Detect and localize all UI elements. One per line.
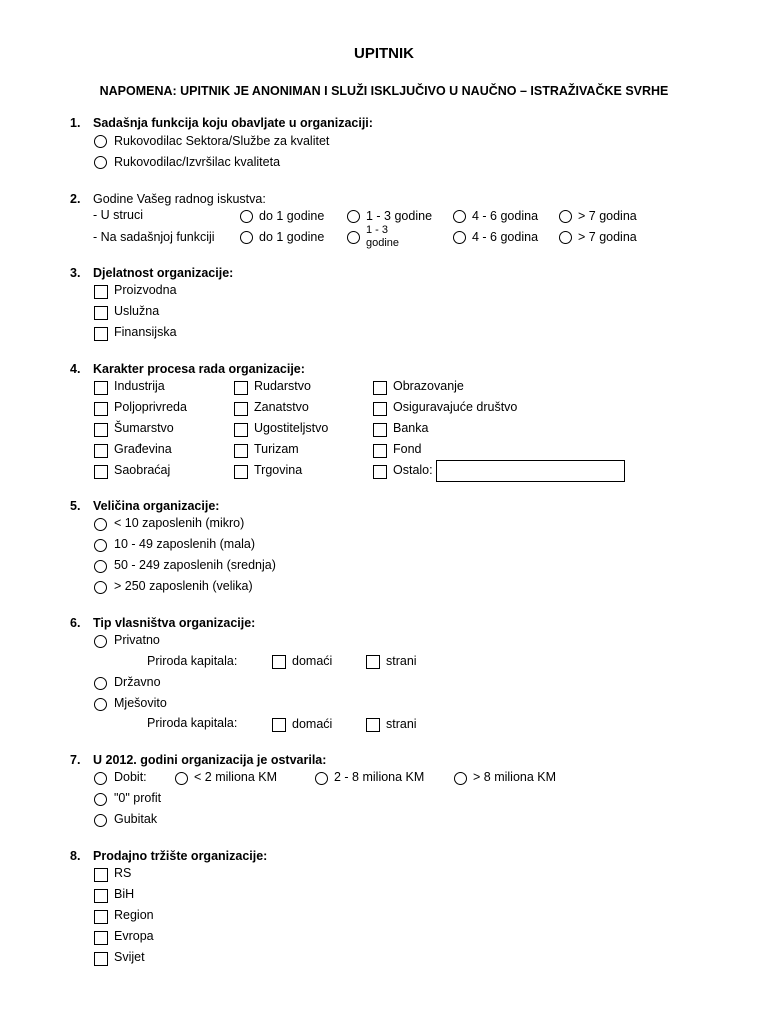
q1-option-2-radio[interactable] — [94, 156, 107, 169]
q4-col2-option-2-label: Zanatstvo — [254, 400, 309, 414]
q4-col2-option-5-label: Trgovina — [254, 463, 303, 477]
q5-option-4-radio[interactable] — [94, 581, 107, 594]
q3-option-3-label: Finansijska — [114, 325, 177, 339]
q7-zero-profit-label: "0" profit — [114, 791, 162, 805]
q7-number: 7. — [70, 753, 81, 767]
q7-profit-label: Dobit: — [114, 770, 147, 784]
q6-state-label: Državno — [114, 675, 161, 689]
q1-option-2-label: Rukovodilac/Izvršilac kvaliteta — [114, 155, 281, 169]
q3-option-1-label: Proizvodna — [114, 283, 177, 297]
q4-col1-option-1-label: Industrija — [114, 379, 165, 393]
q4-col2-option-4-checkbox[interactable] — [234, 444, 248, 458]
q5-question: Veličina organizacije: — [93, 499, 220, 513]
q2-row2-option-4-radio[interactable] — [559, 231, 572, 244]
q6-mixed-domestic-checkbox[interactable] — [272, 718, 286, 732]
q4-col1-option-4-checkbox[interactable] — [94, 444, 108, 458]
q6-private-domestic-label: domaći — [292, 654, 333, 668]
q3-option-1-checkbox[interactable] — [94, 285, 108, 299]
q2-row1-option-3-radio[interactable] — [453, 210, 466, 223]
q4-col3-option-1-checkbox[interactable] — [373, 381, 387, 395]
q4-col2-option-4-label: Turizam — [254, 442, 299, 456]
q6-question: Tip vlasništva organizacije: — [93, 616, 256, 630]
q3-option-3-checkbox[interactable] — [94, 327, 108, 341]
q2-row2-option-4-label: > 7 godina — [578, 230, 637, 244]
q8-option-1-label: RS — [114, 866, 132, 880]
q6-mixed-radio[interactable] — [94, 698, 107, 711]
q3-question: Djelatnost organizacije: — [93, 266, 234, 280]
q2-row1-option-2-radio[interactable] — [347, 210, 360, 223]
q2-row2-label: - Na sadašnjoj funkciji — [93, 230, 215, 244]
q1-number: 1. — [70, 116, 81, 130]
q7-profit-option-3-radio[interactable] — [454, 772, 467, 785]
q7-profit-option-1-label: < 2 miliona KM — [194, 770, 278, 784]
q2-row1-label: - U struci — [93, 208, 143, 222]
q2-row1-option-4-label: > 7 godina — [578, 209, 637, 223]
q7-profit-option-1-radio[interactable] — [175, 772, 188, 785]
q4-col2-option-5-checkbox[interactable] — [234, 465, 248, 479]
q4-col3-option-3-label: Banka — [393, 421, 429, 435]
q7-question: U 2012. godini organizacija je ostvarila: — [93, 753, 327, 767]
q2-question: Godine Vašeg radnog iskustva: — [93, 192, 266, 206]
q2-row2-option-3-label: 4 - 6 godina — [472, 230, 539, 244]
q2-number: 2. — [70, 192, 81, 206]
q2-row2-option-2-radio[interactable] — [347, 231, 360, 244]
q2-row1-option-3-label: 4 - 6 godina — [472, 209, 539, 223]
q2-row2-option-1-label: do 1 godine — [259, 230, 325, 244]
q8-option-2-label: BiH — [114, 887, 135, 901]
page-title: UPITNIK — [354, 45, 414, 62]
q4-col3-option-2-label: Osiguravajuće društvo — [393, 400, 518, 414]
q5-option-1-radio[interactable] — [94, 518, 107, 531]
q1-option-1-label: Rukovodilac Sektora/Službe za kvalitet — [114, 134, 330, 148]
q1-question: Sadašnja funkcija koju obavljate u organizaciji: — [93, 116, 373, 130]
q6-mixed-label: Mješovito — [114, 696, 167, 710]
q7-profit-option-2-label: 2 - 8 miliona KM — [334, 770, 425, 784]
q8-option-4-checkbox[interactable] — [94, 931, 108, 945]
anonymity-note: NAPOMENA: UPITNIK JE ANONIMAN I SLUŽI ISKLJUČIVO U NAUČNO – ISTRAŽIVAČKE SVRHE — [99, 84, 669, 98]
q6-private-label: Privatno — [114, 633, 160, 647]
q6-private-foreign-label: strani — [386, 654, 417, 668]
q6-private-capital-label: Priroda kapitala: — [147, 654, 238, 668]
q2-row2-option-2-label-line2: godine — [366, 237, 400, 249]
q5-option-2-radio[interactable] — [94, 539, 107, 552]
q4-col3-option-5-checkbox[interactable] — [373, 465, 387, 479]
q8-number: 8. — [70, 849, 81, 863]
q4-col2-option-3-label: Ugostiteljstvo — [254, 421, 329, 435]
q4-col3-option-4-label: Fond — [393, 442, 422, 456]
q3-number: 3. — [70, 266, 81, 280]
q2-row1-option-2-label: 1 - 3 godine — [366, 209, 433, 223]
q2-row2-option-1-radio[interactable] — [240, 231, 253, 244]
q4-col2-option-1-label: Rudarstvo — [254, 379, 311, 393]
q2-row2-option-2-label-line1: 1 - 3 — [366, 224, 389, 236]
q4-col2-option-1-checkbox[interactable] — [234, 381, 248, 395]
q7-profit-option-3-label: > 8 miliona KM — [473, 770, 557, 784]
q6-private-domestic-checkbox[interactable] — [272, 655, 286, 669]
q8-option-5-label: Svijet — [114, 950, 145, 964]
q6-mixed-foreign-label: strani — [386, 717, 417, 731]
q4-col1-option-3-checkbox[interactable] — [94, 423, 108, 437]
q6-private-radio[interactable] — [94, 635, 107, 648]
q4-col1-option-4-label: Građevina — [114, 442, 172, 456]
q3-option-2-checkbox[interactable] — [94, 306, 108, 320]
q4-col3-option-1-label: Obrazovanje — [393, 379, 464, 393]
q4-col1-option-5-label: Saobraćaj — [114, 463, 171, 477]
q6-mixed-capital-label: Priroda kapitala: — [147, 716, 238, 730]
q6-mixed-domestic-label: domaći — [292, 717, 333, 731]
q2-row2-option-3-radio[interactable] — [453, 231, 466, 244]
q6-mixed-foreign-checkbox[interactable] — [366, 718, 380, 732]
q5-option-2-label: 10 - 49 zaposlenih (mala) — [114, 537, 256, 551]
q2-row1-option-1-label: do 1 godine — [259, 209, 325, 223]
q8-option-2-checkbox[interactable] — [94, 889, 108, 903]
q7-zero-profit-radio[interactable] — [94, 793, 107, 806]
q5-option-4-label: > 250 zaposlenih (velika) — [114, 579, 253, 593]
q5-option-3-label: 50 - 249 zaposlenih (srednja) — [114, 558, 276, 572]
q6-number: 6. — [70, 616, 81, 630]
q4-col1-option-5-checkbox[interactable] — [94, 465, 108, 479]
q6-state-radio[interactable] — [94, 677, 107, 690]
q4-col2-option-3-checkbox[interactable] — [234, 423, 248, 437]
q7-loss-label: Gubitak — [114, 812, 158, 826]
q5-option-3-radio[interactable] — [94, 560, 107, 573]
q4-col3-option-2-checkbox[interactable] — [373, 402, 387, 416]
q1-option-1-radio[interactable] — [94, 135, 107, 148]
q4-question: Karakter procesa rada organizacije: — [93, 362, 305, 376]
q8-question: Prodajno tržište organizacije: — [93, 849, 268, 863]
q4-other-input[interactable] — [436, 460, 625, 482]
q8-option-3-label: Region — [114, 908, 154, 922]
q4-col3-option-5-label: Ostalo: — [393, 463, 433, 477]
q8-option-1-checkbox[interactable] — [94, 868, 108, 882]
q8-option-4-label: Evropa — [114, 929, 154, 943]
q4-col1-option-1-checkbox[interactable] — [94, 381, 108, 395]
q7-loss-radio[interactable] — [94, 814, 107, 827]
q7-profit-radio[interactable] — [94, 772, 107, 785]
q4-col3-option-4-checkbox[interactable] — [373, 444, 387, 458]
q8-option-5-checkbox[interactable] — [94, 952, 108, 966]
q7-profit-option-2-radio[interactable] — [315, 772, 328, 785]
q4-number: 4. — [70, 362, 81, 376]
q4-col1-option-3-label: Šumarstvo — [114, 421, 174, 435]
q3-option-2-label: Uslužna — [114, 304, 160, 318]
q5-number: 5. — [70, 499, 81, 513]
q6-private-foreign-checkbox[interactable] — [366, 655, 380, 669]
q4-col1-option-2-label: Poljoprivreda — [114, 400, 187, 414]
q2-row1-option-4-radio[interactable] — [559, 210, 572, 223]
q4-col2-option-2-checkbox[interactable] — [234, 402, 248, 416]
q4-col1-option-2-checkbox[interactable] — [94, 402, 108, 416]
q4-col3-option-3-checkbox[interactable] — [373, 423, 387, 437]
q2-row1-option-1-radio[interactable] — [240, 210, 253, 223]
q8-option-3-checkbox[interactable] — [94, 910, 108, 924]
q5-option-1-label: < 10 zaposlenih (mikro) — [114, 516, 245, 530]
